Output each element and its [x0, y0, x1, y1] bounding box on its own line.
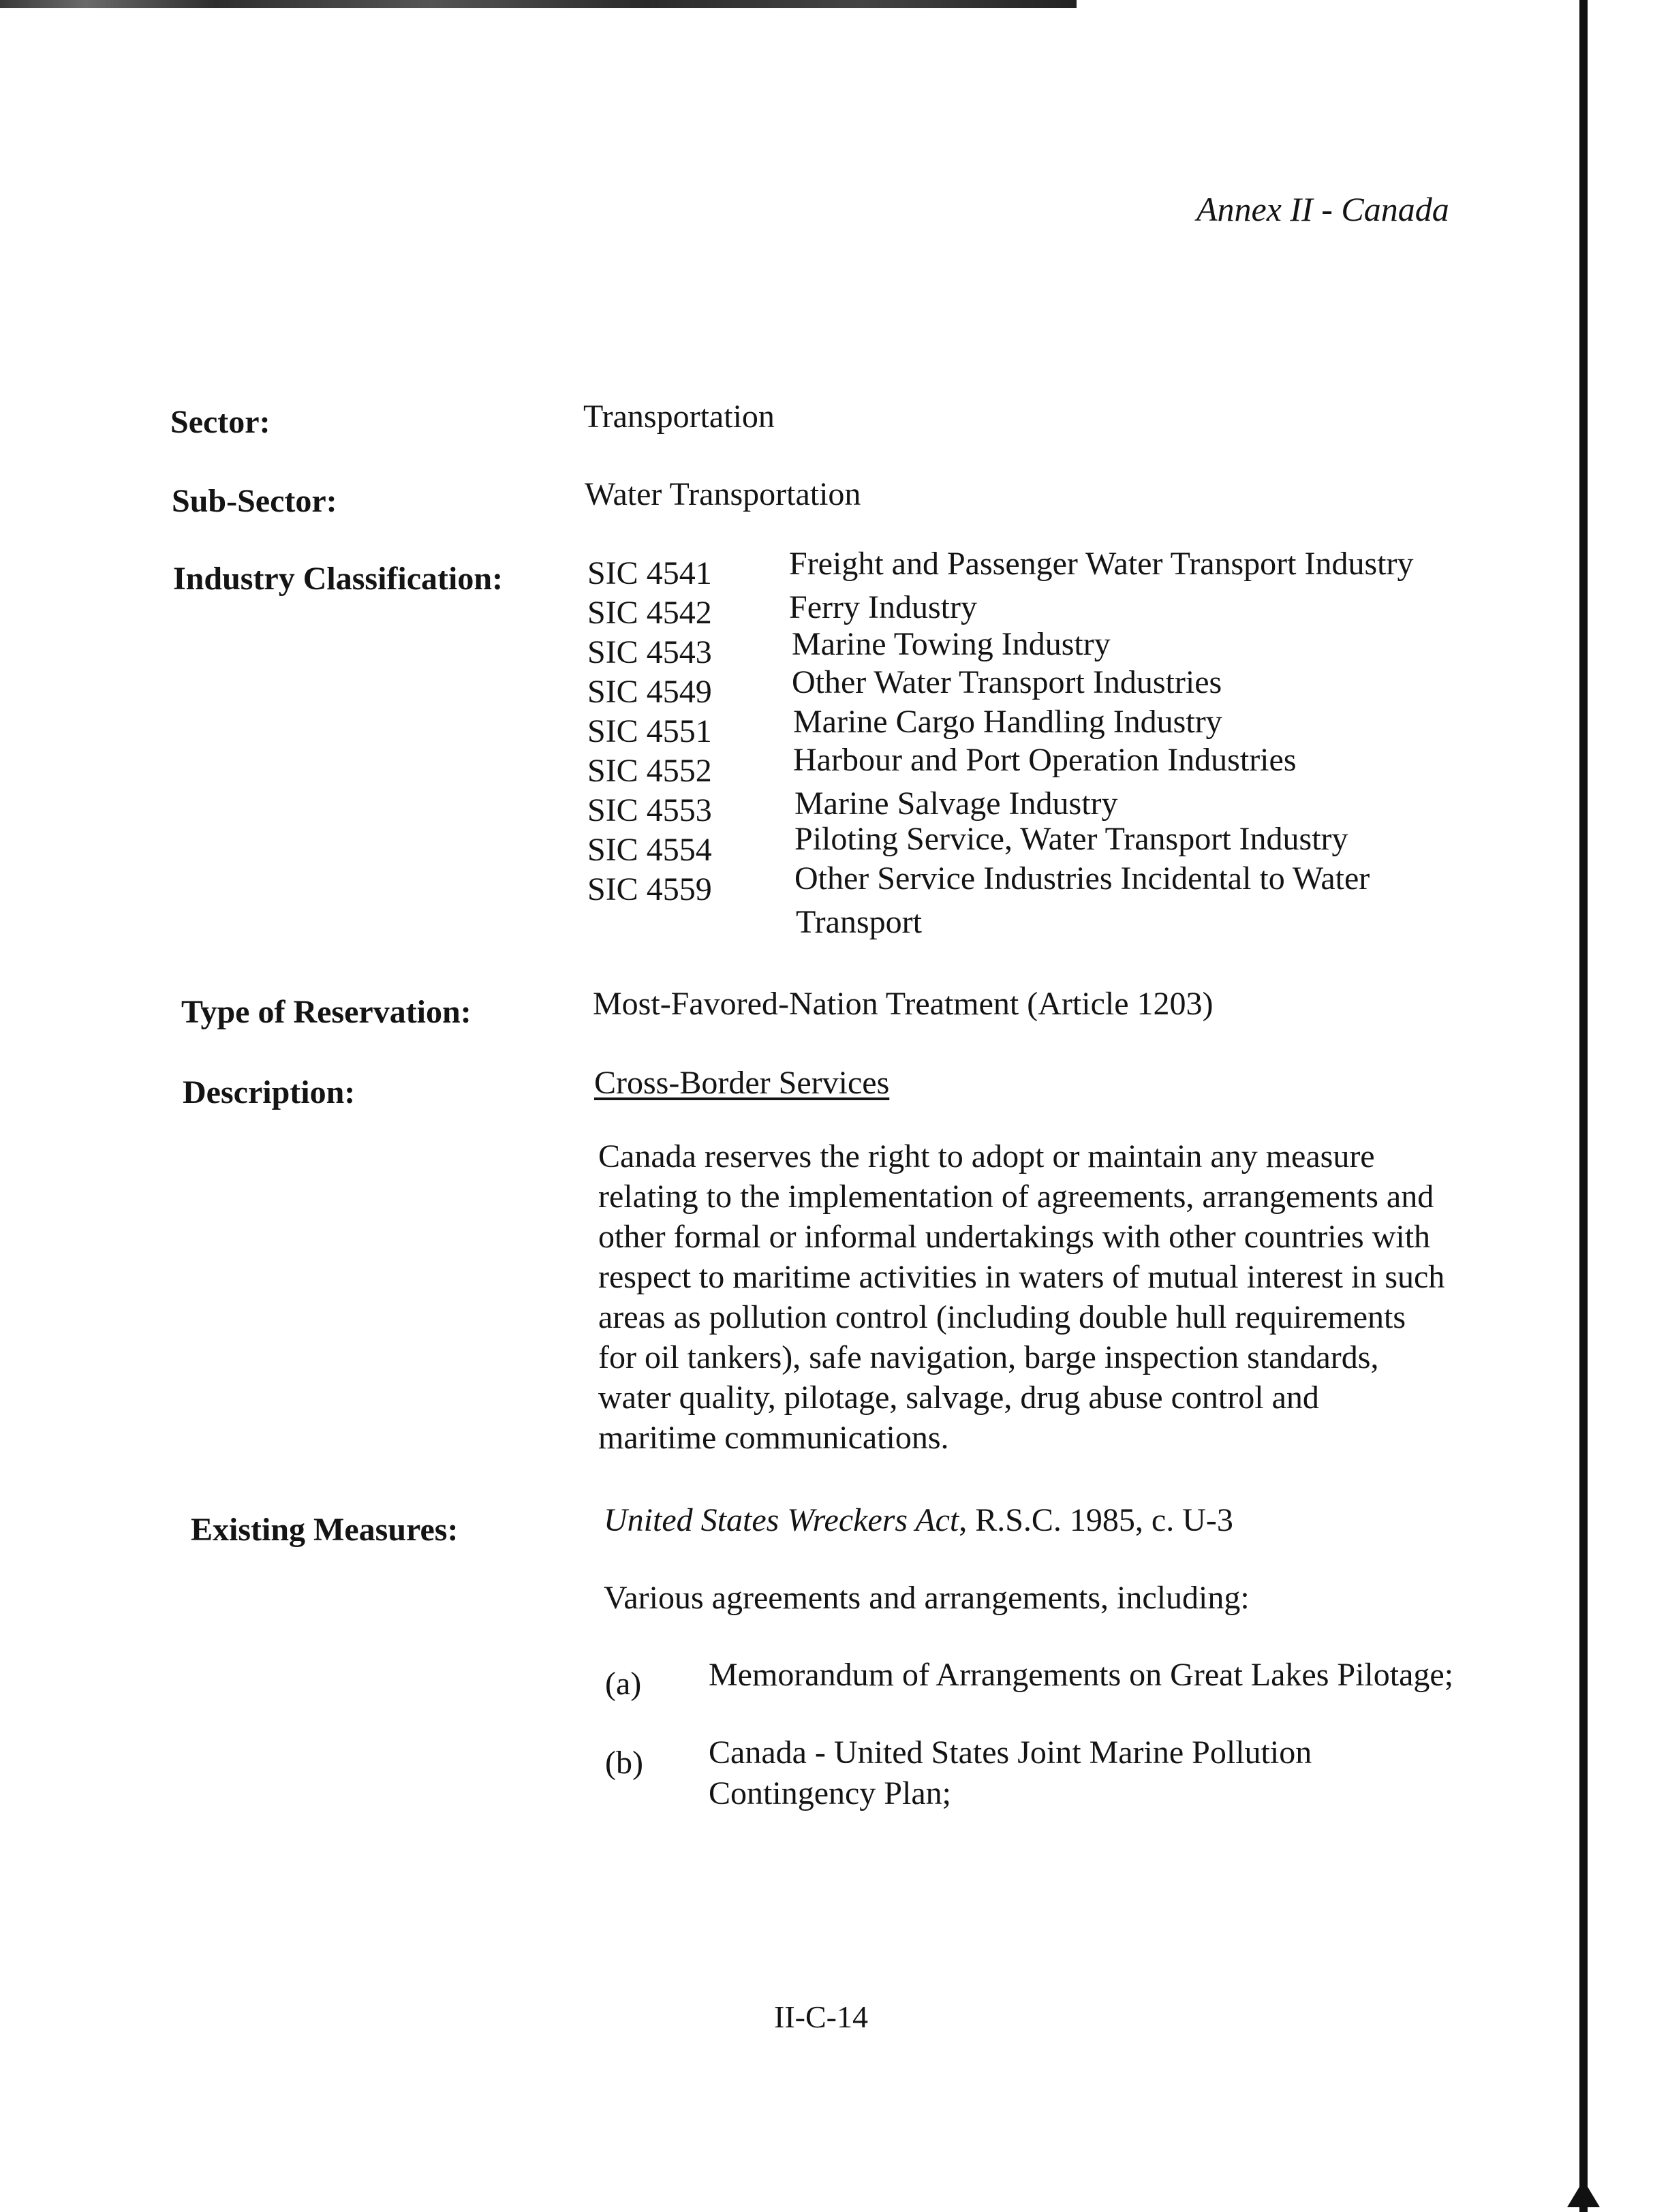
paragraph-line: areas as pollution control (including double hull requirements [598, 1299, 1406, 1335]
sic-code: SIC 4552 [587, 753, 712, 789]
description-heading: Cross-Border Services [594, 1065, 890, 1101]
sic-code: SIC 4541 [587, 555, 712, 591]
existing-measures-label: Existing Measures: [191, 1512, 459, 1548]
sic-code: SIC 4551 [587, 713, 712, 749]
paragraph-line: for oil tankers), safe navigation, barge inspection standards, [598, 1339, 1379, 1375]
agreement-item-continued: Contingency Plan; [709, 1775, 951, 1811]
sic-description: Harbour and Port Operation Industries [793, 742, 1297, 778]
sic-description: Other Service Industries Incidental to Water [794, 860, 1370, 897]
sic-code: SIC 4543 [587, 634, 712, 670]
binding-edge-foot [1567, 2180, 1600, 2207]
industry-classification-label: Industry Classification: [173, 561, 504, 597]
sic-description: Marine Towing Industry [792, 626, 1111, 662]
paragraph-line: other formal or informal undertakings with other countries with [598, 1219, 1431, 1255]
description-label: Description: [183, 1074, 356, 1110]
scan-top-edge [0, 0, 1077, 8]
act-citation: , R.S.C. 1985, c. U-3 [959, 1502, 1233, 1538]
sic-code: SIC 4559 [587, 871, 712, 907]
page-number: II-C-14 [774, 1999, 868, 2034]
sic-code: SIC 4549 [587, 674, 712, 710]
sic-description: Ferry Industry [789, 589, 977, 625]
paragraph-line: water quality, pilotage, salvage, drug abuse control and [598, 1380, 1319, 1416]
sic-code: SIC 4554 [587, 832, 712, 868]
sector-value: Transportation [583, 399, 775, 435]
item-marker: (b) [605, 1745, 643, 1781]
act-name: United States Wreckers Act [604, 1502, 959, 1538]
sic-description: Marine Cargo Handling Industry [793, 704, 1222, 740]
subsector-value: Water Transportation [585, 476, 861, 512]
sic-description: Freight and Passenger Water Transport Industry [789, 546, 1414, 582]
paragraph-line: Canada reserves the right to adopt or maintain any measure [598, 1138, 1375, 1174]
agreements-intro: Various agreements and arrangements, including: [604, 1580, 1250, 1616]
sic-description: Other Water Transport Industries [792, 664, 1222, 700]
sector-label: Sector: [170, 404, 271, 440]
description-paragraph [598, 1136, 1525, 1458]
binding-edge-line [1579, 0, 1588, 2212]
wreckers-act-citation [604, 1501, 1233, 1539]
subsector-label: Sub-Sector: [172, 483, 337, 519]
agreement-item: Canada - United States Joint Marine Pollution [709, 1734, 1312, 1771]
agreement-item: Memorandum of Arrangements on Great Lakes Pilotage; [709, 1657, 1454, 1693]
item-marker: (a) [605, 1666, 642, 1702]
sic-code: SIC 4553 [587, 792, 712, 828]
sic-description: Piloting Service, Water Transport Industry [794, 821, 1348, 857]
sic-description-continued: Transport [796, 904, 922, 940]
paragraph-line: maritime communications. [598, 1420, 949, 1456]
reservation-type-value: Most-Favored-Nation Treatment (Article 1203) [593, 986, 1214, 1022]
paragraph-line: respect to maritime activities in waters of mutual interest in such [598, 1259, 1445, 1295]
annex-header: Annex II - Canada [1196, 190, 1449, 228]
sic-description: Marine Salvage Industry [794, 785, 1118, 822]
reservation-type-label: Type of Reservation: [181, 994, 472, 1030]
sic-code: SIC 4542 [587, 595, 712, 631]
paragraph-line: relating to the implementation of agreements, arrangements and [598, 1179, 1434, 1215]
